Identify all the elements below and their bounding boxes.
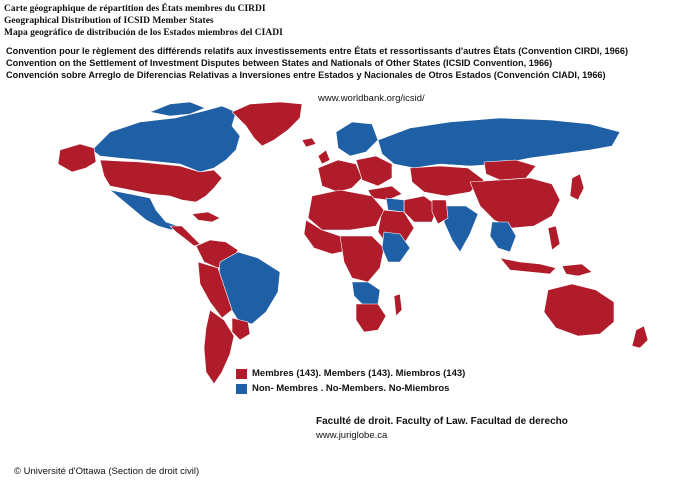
region-madagascar [394, 294, 402, 316]
region-central-america [170, 226, 200, 246]
legend-member-swatch [236, 369, 247, 379]
convention-title-english: Convention on the Settlement of Investment Disputes between States and Nationals of Other States (ICSID Convention, 1966) [6, 58, 553, 68]
legend-non-member-swatch [236, 384, 247, 394]
legend-members-label: Membres (143). Members (143). Miembros (143) [252, 368, 466, 379]
region-alaska [58, 144, 96, 172]
region-indonesia [500, 258, 556, 274]
region-iraq-syria [386, 198, 404, 212]
region-uk [318, 150, 330, 164]
region-eastern-europe [356, 156, 392, 186]
region-papua [562, 264, 592, 276]
region-greenland [232, 102, 302, 146]
region-iceland [302, 138, 316, 147]
legend-non-members-label: Non- Membres . No-Members. No-Miembros [252, 383, 450, 394]
map-title-french: Carte géographique de répartition des États membres du CIRDI [4, 4, 266, 14]
faculty-credit: Faculté de droit. Faculty of Law. Facultad de derecho [316, 416, 568, 427]
region-southern-africa [356, 304, 386, 332]
region-western-europe [318, 160, 362, 192]
map-title-english: Geographical Distribution of ICSID Member States [4, 16, 214, 26]
region-new-zealand [632, 326, 648, 348]
copyright-notice: © Université d'Ottawa (Section de droit civil) [14, 466, 200, 477]
region-scandinavia [336, 122, 378, 156]
region-argentina-chile [204, 310, 234, 384]
region-australia [544, 284, 614, 336]
region-china [470, 178, 560, 228]
region-russia [378, 118, 620, 168]
region-india [444, 206, 478, 252]
region-mongolia [484, 160, 536, 180]
map-title-spanish: Mapa geográfico de distribución de los Estados miembros del CIADI [4, 28, 283, 38]
region-japan [570, 174, 584, 200]
region-central-africa [340, 236, 384, 282]
region-philippines [548, 226, 560, 250]
convention-title-spanish: Convención sobre Arreglo de Diferencias Relativas a Inversiones entre Estados y Nacionales de Otros Estados (Convención CIADI, 1966) [6, 70, 606, 80]
region-angola-zambia [352, 282, 380, 306]
region-central-asia [410, 166, 484, 196]
convention-title-french: Convention pour le règlement des différends relatifs aux investissements entre États et ressortissants d'autres États (Convention CIRDI, 1966) [6, 46, 629, 56]
map-source-url: www.worldbank.org/icsid/ [318, 93, 425, 104]
juriglobe-url: www.juriglobe.ca [316, 430, 388, 441]
region-caribbean [192, 212, 220, 222]
